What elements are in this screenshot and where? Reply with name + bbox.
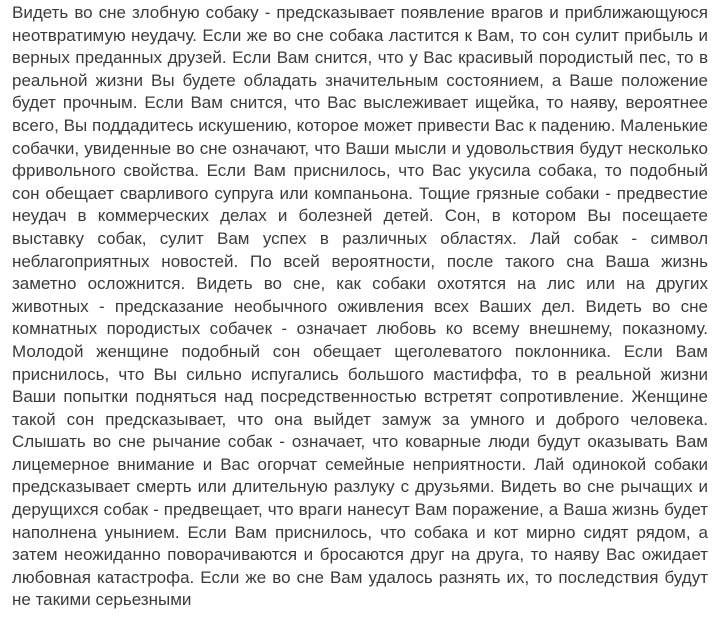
article-paragraph: Видеть во сне злобную собаку - предсказывает появление врагов и приближающуюся неотвратимую неудачу. Если же во сне собака ластится к Вам, то сон сулит прибыль и верных преданных друзей. Если Вам снится, что у Вас красивый породистый пес, то в реальной жизни Вы будете обладать значительным состоянием, а Ваше положение будет прочным. Если Вам снится, что Вас выслеживает ищейка, то наяву, вероятнее всего, Вы поддадитесь искушению, которое может привести Вас к падению. Маленькие собачки, увиденные во сне означают, что Ваши мысли и удовольствия будут несколько фривольного свойства. Если Вам приснилось, что Вас укусила собака, то подобный сон обещает сварливого супруга или компаньона. Тощие грязные собаки - предвестие неудач в коммерческих делах и болезней детей. Сон, в котором Вы посещаете выставку собак, сулит Вам успех в различных областях. Лай собак - символ неблагоприятных новостей. По всей вероятности, после такого сна Ваша жизнь заметно осложнится. Видеть во сне, как собаки охотятся на лис или на других животных - предсказание необычного оживления всех Ваших дел. Видеть во сне комнатных породистых собачек - означает любовь ко всему внешнему, показному. Молодой женщине подобный сон обещает щеголеватого поклонника. Если Вам приснилось, что Вы сильно испугались большого мастиффа, то в реальной жизни Ваши попытки подняться над посредственностью встретят сопротивление. Женщине такой сон предсказывает, что она выйдет замуж за умного и доброго человека. Слышать во сне рычание собак - означает, что коварные люди будут оказывать Вам лицемерное внимание и Вас огорчат семейные неприятности. Лай одинокой собаки предсказывает смерть или длительную разлуку с друзьями. Видеть во сне рычащих и дерущихся собак - предвещает, что враги нанесут Вам поражение, а Ваша жизнь будет наполнена унынием. Если Вам приснилось, что собака и кот мирно сидят рядом, а затем неожиданно поворачиваются и бросаются друг на друга, то наяву Вас ожидает любовная катастрофа. Если же во сне Вам удалось разнять их, то последствия будут не такими серьезными	[12, 3, 708, 610]
